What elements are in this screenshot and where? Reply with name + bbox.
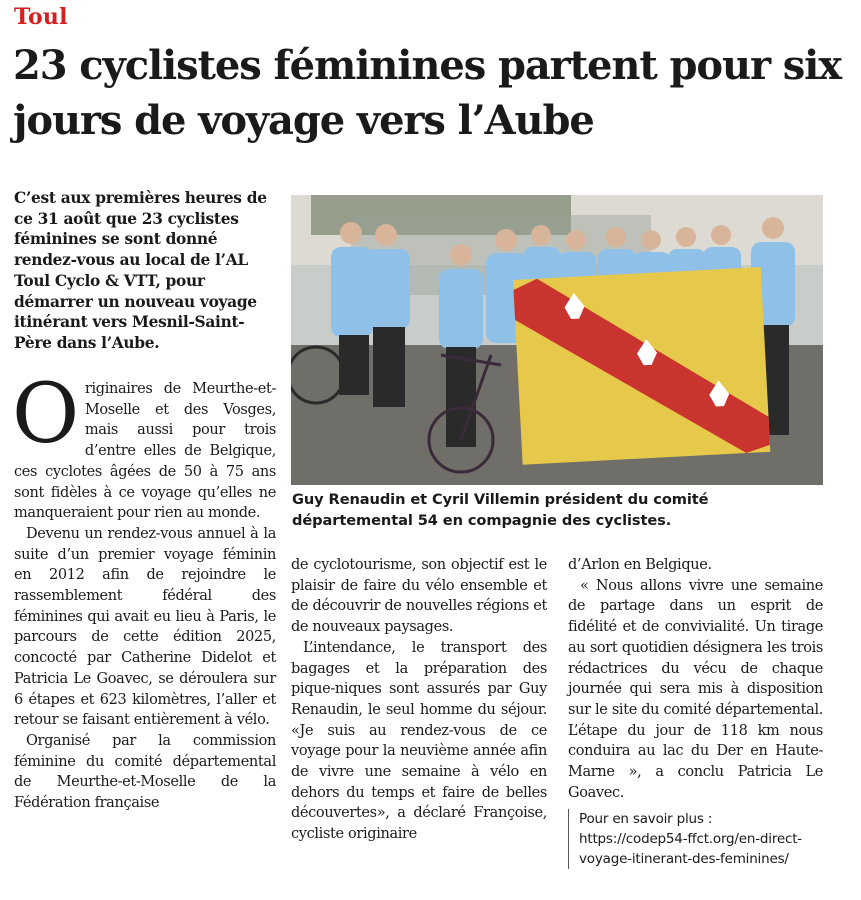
article-lead: C’est aux premières heures de ce 31 août que 23 cyclistes féminines se sont donné rendez-vous au local de l’AL Toul Cyclo & VTT, pour démarrer un nouveau voyage itinérant vers Mesnil-Saint-Père dans l’Aube. <box>14 189 267 352</box>
dropcap: O <box>12 367 79 462</box>
cyclist-head <box>375 224 397 246</box>
paragraph: Devenu un rendez-vous annuel à la suite d’un premier voyage féminin en 2012 afin de rejoindre le rassemblement fédéral des féminines qui avait eu lieu à Paris, le parcours de cette édition 2025, concocté par Catherine Didelot et Patricia Le Goavec, se déroulera sur 6 étapes et 623 kilomètres, l’aller et retour se faisant entièrement à vélo. <box>14 525 276 729</box>
paragraph: « Nous allons vivre une semaine de partage dans un esprit de fidélité et de convivialité. Un tirage au sort quotidien désignera les trois rédactrices du vécu de chaque journée qui sera mis à disposition sur le site du comité départemental. L’étape du jour de 118 km nous conduira au lac du Der en Haute-Marne », a conclu Patricia Le Goavec. <box>568 577 823 801</box>
paragraph: d’Arlon en Belgique. <box>568 557 712 573</box>
cyclist-head <box>641 230 661 250</box>
photo-caption: Guy Renaudin et Cyril Villemin président du comité départemental 54 en compagnie des cyclistes. <box>292 491 709 529</box>
cyclist-head <box>676 227 696 247</box>
cyclist-body <box>366 249 410 329</box>
cyclist-head <box>495 229 517 251</box>
article-column-1 <box>12 367 276 814</box>
paragraph: de cyclotourisme, son objectif est le plaisir de faire du vélo ensemble et de découvrir de nouvelles régions et de nouveaux paysages. <box>291 557 547 636</box>
paragraph: L’intendance, le transport des bagages et la préparation des pique-niques sont assurés par Guy Renaudin, le seul homme du séjour. «Je suis au rendez-vous de ce voyage pour la neuvième année afin de vivre une semaine à vélo en dehors du temps et faire de belles découvertes», a déclaré Françoise, cycliste originaire <box>291 639 547 843</box>
paragraph <box>12 367 276 524</box>
cyclist-head <box>566 230 586 250</box>
cyclist-head <box>340 222 362 244</box>
article-column-2 <box>291 555 547 845</box>
section-kicker: Toul <box>14 4 68 30</box>
cyclist-head <box>450 244 472 266</box>
cyclist-legs <box>446 347 476 447</box>
cyclist-head <box>531 225 551 245</box>
paragraph: Organisé par la commission féminine du comité départemental de Meurthe-et-Moselle de la Fédération française <box>14 732 276 812</box>
cyclist-head <box>762 217 784 239</box>
article-headline: 23 cyclistes féminines partent pour six jours de voyage vers l’Aube <box>13 42 842 144</box>
more-info-link[interactable]: Pour en savoir plus : https://codep54-ffct.org/en-direct-voyage-itinerant-des-feminines/ <box>568 809 823 869</box>
cyclist-head <box>606 227 626 247</box>
lorraine-flag <box>513 267 770 465</box>
group-photo-illustration <box>291 195 823 485</box>
article-photo <box>291 195 823 485</box>
cyclist-body <box>439 269 483 349</box>
paragraph-text: riginaires de Meurthe-et-Moselle et des Vosges, mais aussi pour trois d’entre elles de Belgique, ces cyclotes âgées de 50 à 75 ans sont fidèles à ce voyage qu’elles ne manqueraient pour rien au monde. <box>14 381 276 522</box>
cyclist-head <box>711 225 731 245</box>
article-column-3 <box>568 555 823 869</box>
cyclist-legs <box>373 327 405 407</box>
